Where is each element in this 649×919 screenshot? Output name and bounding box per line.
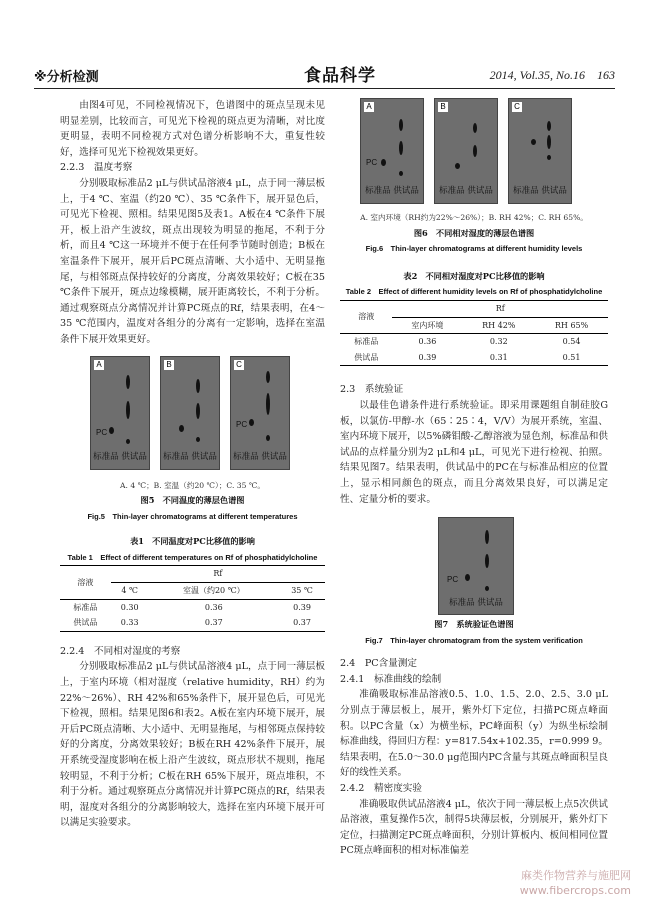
- watermark-line: 麻类作物营养与施肥网: [521, 869, 631, 882]
- section-label: ※分析检测: [34, 70, 99, 85]
- table-row: [60, 599, 325, 615]
- paragraph: 以最佳色谱条件进行系统验证。即采用课题组自制硅胶G板，以氯仿-甲醇-水（65∶25∶4，V/V）为展开系统，室温、室内环境下展开，以5%磷钼酸-乙醇溶液为显色剂，标准品和供试品的点样量分别为2 μL和4 μL，可见光下进行检视、拍照。结果见图7。结果表明，供试品中的PC在与标准品相应的位置上，显示相同颜色的斑点，而且分离效果良好，可以满足定性、定量分析的要求。: [340, 399, 608, 505]
- figure-5-caption-en: Fig.5 Thin-layer chromatograms at different temperatures: [87, 511, 298, 521]
- paragraph: 准确吸取供试品溶液4 μL，依次于同一薄层板上点5次供试品溶液，重复操作5次，制得5块薄层板，分别展开，紫外灯下定位，扫描测定PC斑点峰面积，分别计算板内、板间相同位置PC斑点峰面积的相对标准偏差: [340, 798, 608, 857]
- tlc-plate-a: [90, 356, 150, 470]
- table-cell: 0.54: [562, 337, 581, 347]
- panel-label: C: [512, 102, 522, 112]
- page-header: [34, 60, 615, 86]
- table-cell: 供试品: [60, 615, 111, 631]
- table-cell: 0.37: [149, 615, 280, 631]
- table-cell: 0.32: [489, 337, 508, 347]
- tlc-spot: [249, 419, 254, 426]
- table-row: [340, 350, 608, 366]
- table-cell: 0.39: [392, 350, 462, 366]
- tlc-plate-c: [508, 98, 572, 204]
- lane-label: 标准品 供试品: [439, 186, 493, 197]
- table-cell: 0.39: [293, 602, 311, 612]
- figure-6-caption-zh: 图6 不同相对湿度的薄层色谱图: [413, 227, 535, 238]
- table-row: [60, 615, 325, 631]
- table-cell: 标准品: [354, 337, 379, 347]
- lane-label: 标准品 供试品: [163, 451, 217, 462]
- tlc-plate-c: [230, 356, 290, 470]
- pc-label: PC: [236, 419, 248, 429]
- figure-5-caption-zh: 图5 不同温度的薄层色谱图: [140, 495, 245, 506]
- table-header-solvent: 溶液: [60, 566, 111, 599]
- tlc-spot: [126, 439, 130, 444]
- table-cell: 0.36: [204, 602, 223, 612]
- tlc-spot: [196, 379, 200, 393]
- pc-label: PC: [366, 158, 378, 167]
- tlc-spot: [531, 139, 536, 145]
- lane-label: 标准品 供试品: [93, 451, 147, 462]
- table-cell: 0.37: [279, 615, 325, 631]
- table-header-rf: Rf: [392, 300, 608, 317]
- tlc-spot: [126, 401, 130, 419]
- lane-label: 标准品 供试品: [233, 451, 287, 462]
- panel-label: A: [364, 102, 374, 112]
- lane-label: 标准品 供试品: [449, 597, 503, 608]
- tlc-spot: [266, 435, 270, 441]
- journal-title: 食品科学: [304, 66, 376, 86]
- tlc-spot: [455, 163, 460, 169]
- panel-label: A: [94, 360, 104, 370]
- figure-5: [60, 356, 325, 478]
- figure-5-subcaption: A. 4 ℃；B. 室温（约20 ℃）；C. 35 ℃。: [120, 480, 265, 490]
- tlc-spot: [179, 425, 184, 432]
- section-heading-2-2-4: 2.2.4 不同相对湿度的考察: [60, 645, 181, 657]
- section-heading-2-3: 2.3 系统验证: [340, 384, 404, 396]
- section-heading-2-4-2: 2.4.2 精密度实验: [340, 783, 422, 795]
- table-1: [60, 565, 325, 631]
- section-heading-2-2-3: 2.2.3 温度考察: [60, 162, 133, 174]
- pc-label: PC: [96, 427, 108, 437]
- paragraph: 分别吸取标准品2 μL与供试品溶液4 μL，点于同一薄层板上，于室内环境（相对湿度（relative humidity，RH）约为22%～26%）、RH 42%和65%条件下，展开显色后，可见光下检视，照相。结果见图6和表2。A板在室内环境下展开，展开后PC斑点清晰、大小适中、无明显拖尾，与相邻斑点保持较好的分离度，分离效果较好；B板在RH 42%条件下展开，展开系统受湿度影响在板上沿产生波纹，斑点形状不规则，拖尾较明显，不利于分析；C板在RH 65%下展开，斑点堆积，不利于分析。通过观察斑点分离情况并计算PC斑点的Rf，结果表明，湿度对各组分的分离影响较大，选择在室内环境下展开可以满足实验要求。: [60, 661, 325, 829]
- right-column: [340, 98, 608, 859]
- table-subheader: RH 42%: [462, 317, 535, 334]
- tlc-spot: [109, 427, 114, 434]
- tlc-spot: [485, 554, 489, 568]
- tlc-spot: [126, 375, 130, 389]
- table-subheader: 室温（约20 ℃）: [149, 583, 280, 600]
- pc-label: PC: [447, 575, 459, 585]
- tlc-plate: [438, 517, 514, 615]
- tlc-spot: [266, 393, 270, 415]
- section-heading-2-4: 2.4 PC含量测定: [340, 658, 418, 670]
- paragraph: 准确吸取标准品溶液0.5、1.0、1.5、2.0、2.5、3.0 μL分别点于薄层板上，展开，紫外灯下定位，扫描PC斑点峰面积。以PC含量（x）为横坐标，PC峰面积（y）为纵坐标绘制标准曲线，得回归方程：y=817.54x+102.35，r=0.999 9。结果表明，在5.0～30.0 μg范围内PC含量与其斑点峰面积呈良好的线性关系。: [340, 689, 609, 779]
- watermark: [520, 868, 631, 898]
- table-1-caption-en: Table 1 Effect of different temperatures on Rf of phosphatidylcholine: [67, 552, 318, 562]
- table-cell: 供试品: [340, 350, 392, 366]
- tlc-spot: [465, 574, 470, 581]
- figure-6: [340, 98, 608, 210]
- panel-label: B: [164, 360, 174, 370]
- tlc-spot: [473, 145, 477, 157]
- tlc-spot: [547, 135, 551, 149]
- paragraph: 分别吸取标准品2 μL与供试品溶液4 μL，点于同一薄层板上，于4 ℃、室温（约20 ℃）、35 ℃条件下，展开显色后，可见光下检视、照相。结果见图5及表1。A板在4 ℃条件下展开，板上沿产生波纹，斑点出现较为明显的拖尾，不利于分析，而且4 ℃这一环境并不便于在任何季节随时创造；B板在室温条件下展开，展开后PC斑点清晰、大小适中、无明显拖尾，与相邻斑点保持较好的分离度，分离效果较好；C板在35 ℃条件下展开，斑点边缘模糊，展开距离较长，不利于分析。通过观察斑点分离情况并计算PC斑点的Rf，结果表明，在4～35 ℃范围内，温度对各组分的分离有一定影响，选择在室温条件下展开效果更好。: [60, 177, 325, 345]
- tlc-spot: [399, 119, 403, 131]
- table-cell: 标准品: [73, 602, 98, 612]
- table-cell: 0.51: [535, 350, 608, 366]
- tlc-spot: [473, 123, 477, 133]
- figure-7: [340, 517, 608, 617]
- panel-label: B: [438, 102, 448, 112]
- tlc-spot: [399, 171, 403, 176]
- tlc-spot: [196, 403, 200, 419]
- tlc-spot: [547, 121, 551, 131]
- table-cell: 0.31: [462, 350, 535, 366]
- section-heading-2-4-1: 2.4.1 标准曲线的绘制: [340, 673, 442, 685]
- figure-6-caption-en: Fig.6 Thin-layer chromatograms at different humidity levels: [365, 244, 583, 254]
- tlc-spot: [381, 159, 386, 166]
- table-subheader: 室内环境: [392, 317, 462, 334]
- figure-7-caption-zh: 图7 系统验证色谱图: [434, 619, 514, 630]
- table-cell: 0.30: [120, 602, 139, 612]
- tlc-plate-b: [434, 98, 498, 204]
- panel-label: C: [234, 360, 244, 370]
- tlc-spot: [196, 437, 200, 442]
- table-2-caption-zh: 表2 不同相对湿度对PC比移值的影响: [403, 270, 545, 281]
- tlc-plate-b: [160, 356, 220, 470]
- paragraph: 由图4可见，不同检视情况下，色谱图中的斑点呈现未见明显差别，比较而言，可见光下检视的斑点更为清晰，对比度更明显，表明不同检视方式对色谱分析影响不大，重复性较好，选择可见光下检视效果更好。: [60, 100, 325, 158]
- tlc-spot: [266, 371, 270, 383]
- table-header-solvent: 溶液: [340, 300, 392, 333]
- table-subheader: RH 65%: [535, 317, 608, 334]
- lane-label: 标准品 供试品: [365, 186, 419, 197]
- header-rule: [34, 88, 615, 89]
- watermark-line: www.fibercrops.com: [519, 884, 631, 897]
- lane-label: 标准品 供试品: [513, 186, 567, 197]
- table-2-caption-en: Table 2 Effect of different humidity levels on Rf of phosphatidylcholine: [345, 287, 603, 297]
- issue-info: 2014, Vol.35, No.16 163: [489, 68, 615, 82]
- table-cell: 0.33: [111, 615, 149, 631]
- tlc-plate-a: [360, 98, 424, 204]
- tlc-spot: [485, 530, 489, 544]
- tlc-spot: [399, 141, 403, 155]
- table-header-rf: Rf: [111, 566, 325, 583]
- table-cell: 0.36: [418, 337, 437, 347]
- figure-7-caption-en: Fig.7 Thin-layer chromatogram from the system verification: [365, 635, 583, 645]
- tlc-spot: [485, 586, 489, 591]
- left-column: [60, 98, 325, 831]
- figure-6-subcaption: A. 室内环境（RH约为22%～26%）；B. RH 42%；C. RH 65%。: [360, 213, 588, 222]
- tlc-spot: [547, 155, 551, 160]
- table-subheader: 35 ℃: [279, 583, 325, 600]
- table-2: [340, 300, 608, 366]
- table-1-caption-zh: 表1 不同温度对PC比移值的影响: [130, 536, 255, 547]
- table-row: [340, 334, 608, 350]
- table-subheader: 4 ℃: [111, 583, 149, 600]
